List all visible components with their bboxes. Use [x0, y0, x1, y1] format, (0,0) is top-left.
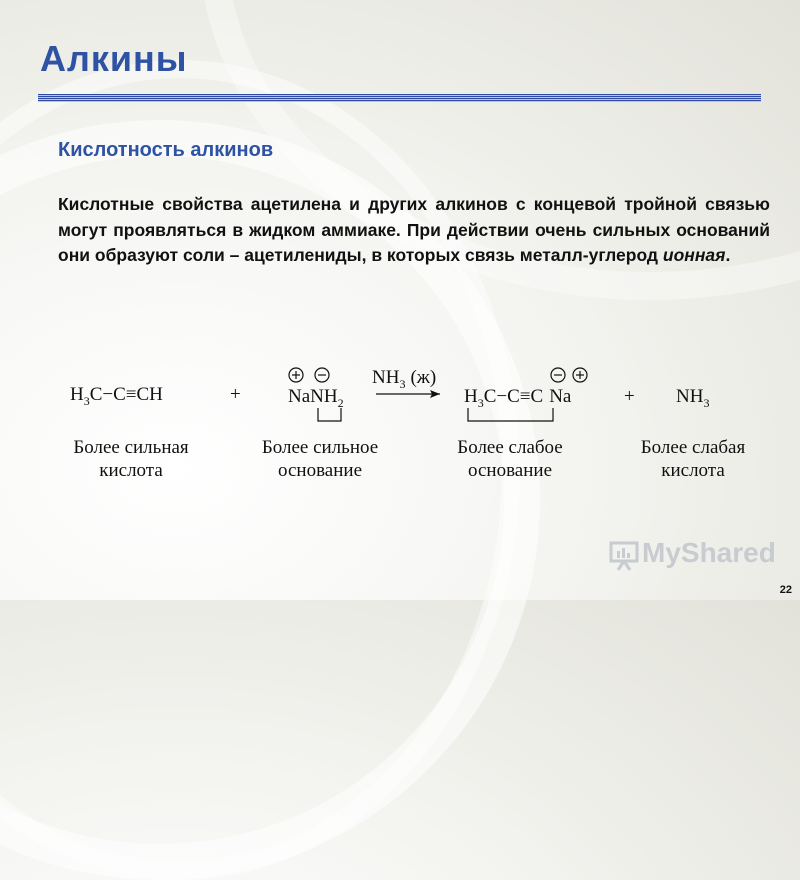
label-stronger-base: Более сильное [261, 437, 379, 458]
label-stronger-acid-2: кислота [99, 460, 163, 481]
paragraph-italic-term: ионная [662, 245, 726, 265]
label-weaker-base-2: основание [468, 460, 552, 481]
reaction-equation [0, 340, 800, 500]
title-divider [38, 94, 761, 102]
slide-title: Алкины [40, 38, 188, 79]
reaction-conditions: $NH_3$ (ж) [372, 367, 437, 391]
label-weaker-acid: Более слабая [640, 437, 746, 458]
presentation-icon [608, 539, 642, 571]
reactant-acetylene: $H_3C-C\equiv CH$ [70, 384, 163, 408]
watermark-text: MyShared [642, 537, 776, 568]
product-charges [551, 368, 587, 382]
label-stronger-acid: Более сильная [73, 437, 189, 458]
watermark-logo [608, 537, 776, 577]
paragraph-end: . [725, 245, 731, 265]
body-paragraph [58, 192, 770, 269]
label-weaker-acid-2: кислота [661, 460, 725, 481]
reagent-charges [289, 368, 329, 382]
section-subtitle: Кислотность алкинов [58, 139, 274, 161]
product-acetylide: $H_3C-C\equiv C$ Na [464, 386, 572, 410]
product-ammonia: $NH_3$ [676, 386, 710, 410]
plus-sign: + [624, 386, 635, 407]
reagent-sodium-amide: NaNH$_2$ [288, 386, 344, 410]
page-number: 22 [779, 584, 792, 596]
plus-sign: + [230, 384, 241, 405]
label-weaker-base: Более слабое [457, 437, 563, 458]
label-stronger-base-2: основание [278, 460, 362, 481]
paragraph-text: Кислотные свойства ацетилена и других алкинов с концевой тройной связью могут проявляться в жидком аммиаке. При действии очень сильных оснований они образуют соли – ацетилениды, в которых связь металл-углерод [58, 194, 770, 265]
